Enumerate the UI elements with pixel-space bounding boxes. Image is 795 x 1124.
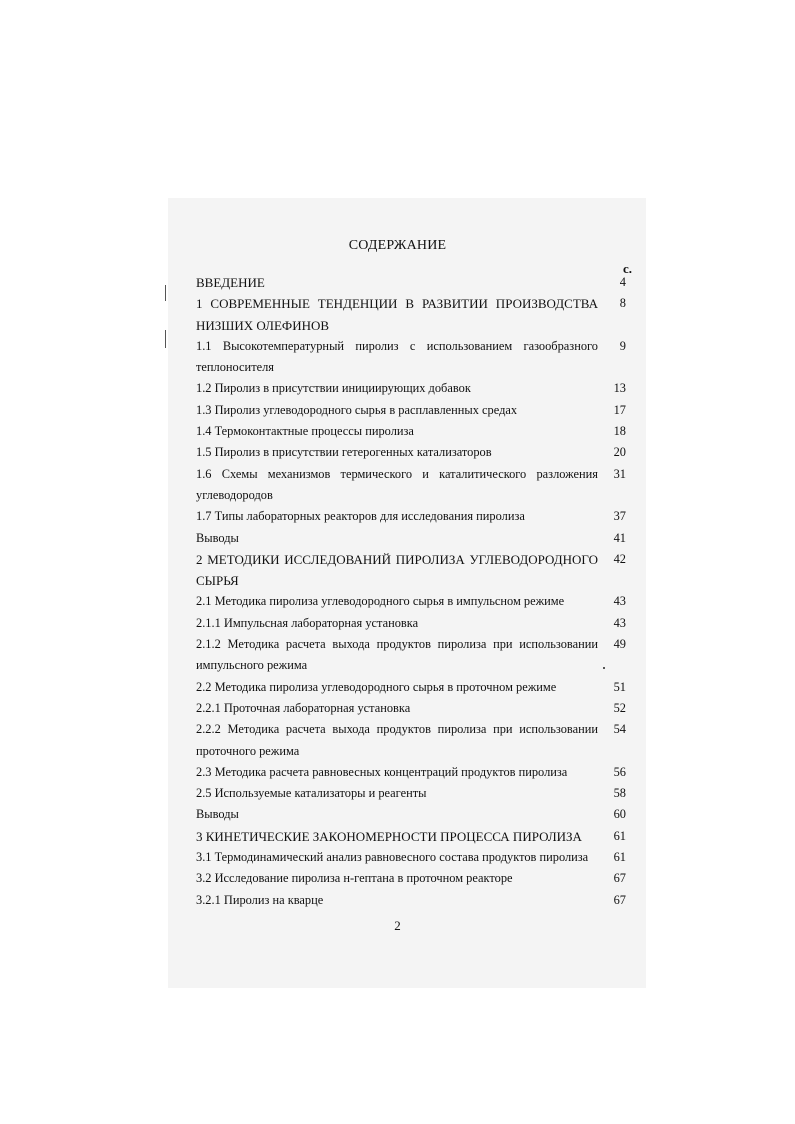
toc-entry-page: 52 (613, 700, 626, 715)
toc-entry-title: 1 СОВРЕМЕННЫЕ ТЕНДЕНЦИИ В РАЗВИТИИ ПРОИЗВОДСТВА НИЗШИХ ОЛЕФИНОВ (196, 296, 598, 333)
toc-entry (196, 890, 626, 911)
toc-entry-page: 43 (613, 594, 626, 609)
toc-entry (196, 698, 626, 719)
scan-speck (165, 330, 166, 348)
toc-entry-title: 1.5 Пиролиз в присутствии гетерогенных катализаторов (196, 445, 492, 460)
toc-entry-page: 8 (619, 296, 626, 311)
toc-entry (196, 804, 626, 825)
toc-entry (196, 336, 626, 379)
toc-entry (196, 442, 626, 463)
toc-entry-page: 9 (619, 338, 626, 353)
toc-entry-page: 58 (613, 786, 626, 801)
toc-entry-page: 61 (613, 850, 626, 865)
page-column-header: с. (622, 261, 632, 276)
scan-speck (165, 285, 166, 301)
toc-entry-title: 3.2 Исследование пиролиза н-гептана в проточном реакторе (196, 871, 513, 886)
toc-entry (196, 378, 626, 399)
toc-entry-title: 1.1 Высокотемпературный пиролиз с использованием газообразного теплоносителя (196, 338, 598, 375)
toc-entry-page: 51 (613, 679, 626, 694)
toc-entry-page: 4 (619, 275, 626, 289)
toc-entry-title: 1.4 Термоконтактные процессы пиролиза (196, 424, 414, 439)
toc-entry-page: 61 (613, 828, 626, 843)
toc-entry (196, 634, 626, 677)
toc-entry (196, 826, 626, 847)
toc-entry (196, 272, 626, 293)
toc-entry-page: 67 (613, 871, 626, 886)
toc-entry-title: 2.3 Методика расчета равновесных концентраций продуктов пиролиза (196, 764, 568, 779)
toc-entry (196, 506, 626, 527)
toc-entry (196, 400, 626, 421)
toc-entry-title: 2.1.1 Импульсная лабораторная установка (196, 615, 419, 630)
toc-entry-title: 1.7 Типы лабораторных реакторов для исследования пиролиза (196, 509, 525, 524)
page-number: 2 (394, 918, 401, 933)
document-title: СОДЕРЖАНИЕ (348, 238, 447, 253)
toc-entry-page: 41 (613, 530, 626, 545)
toc-entry (196, 677, 626, 698)
toc-entry (196, 464, 626, 507)
table-of-contents (196, 272, 626, 911)
toc-entry-title: 2.1 Методика пиролиза углеводородного сырья в импульсном режиме (196, 594, 565, 609)
toc-entry-page: 18 (613, 424, 626, 439)
toc-entry-title: 3 КИНЕТИЧЕСКИЕ ЗАКОНОМЕРНОСТИ ПРОЦЕССА ПИРОЛИЗА (196, 828, 582, 844)
toc-entry-title: 2.2.1 Проточная лабораторная установка (196, 700, 411, 715)
toc-entry (196, 421, 626, 442)
toc-entry-title: 1.2 Пиролиз в присутствии инициирующих добавок (196, 381, 471, 396)
toc-entry-title: Выводы (196, 807, 239, 822)
toc-entry-title: 1.6 Схемы механизмов термического и каталитического разложения углеводородов (196, 466, 598, 502)
toc-entry-page: 49 (613, 637, 626, 652)
toc-entry-title: 2 МЕТОДИКИ ИССЛЕДОВАНИЙ ПИРОЛИЗА УГЛЕВОДОРОДНОГО СЫРЬЯ (196, 551, 598, 589)
toc-entry-title: ВВЕДЕНИЕ (196, 275, 265, 290)
toc-entry (196, 549, 626, 592)
toc-entry-page: 20 (613, 445, 626, 460)
toc-entry-page: 67 (613, 892, 626, 907)
toc-entry-title: 1.3 Пиролиз углеводородного сырья в расплавленных средах (196, 402, 518, 417)
toc-entry-page: 31 (613, 466, 626, 481)
toc-entry-title: Выводы (196, 530, 239, 545)
toc-entry-page: 60 (613, 807, 626, 822)
toc-entry (196, 762, 626, 783)
toc-entry (196, 528, 626, 549)
toc-entry-title: 3.1 Термодинамический анализ равновесного состава продуктов пиролиза (196, 850, 589, 865)
toc-entry (196, 613, 626, 634)
toc-entry (196, 783, 626, 804)
toc-entry (196, 591, 626, 612)
toc-entry-title: 3.2.1 Пиролиз на кварце (196, 892, 324, 907)
toc-entry (196, 868, 626, 889)
toc-entry (196, 719, 626, 762)
toc-entry-page: 54 (613, 722, 626, 737)
toc-entry-title: 2.2 Методика пиролиза углеводородного сырья в проточном режиме (196, 679, 557, 694)
toc-entry-page: 43 (613, 615, 626, 630)
toc-entry (196, 293, 626, 336)
toc-entry-title: 2.1.2 Методика расчета выхода продуктов пиролиза при использовании импульсного режима (196, 637, 598, 673)
toc-entry-page: 56 (613, 764, 626, 779)
toc-entry-page: 37 (613, 509, 626, 524)
toc-entry-page: 42 (613, 551, 626, 566)
toc-entry-page: 13 (613, 381, 626, 396)
toc-entry-page: 17 (613, 402, 626, 417)
toc-entry (196, 847, 626, 868)
toc-entry-title: 2.5 Используемые катализаторы и реагенты (196, 786, 427, 801)
toc-entry-title: 2.2.2 Методика расчета выхода продуктов пиролиза при использовании проточного режима (196, 722, 598, 758)
